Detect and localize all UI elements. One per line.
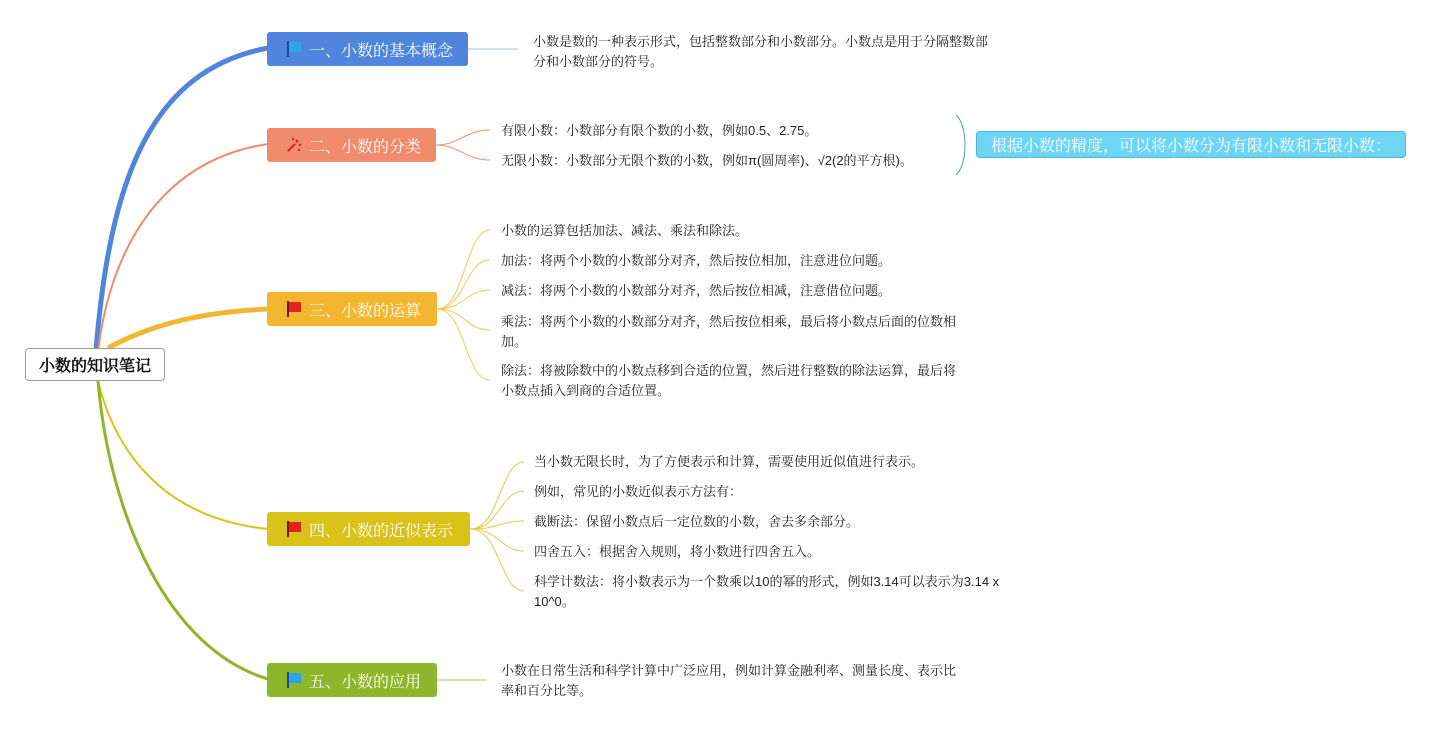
leaf-text: 科学计数法：将小数表示为一个数乘以10的幂的形式，例如3.14可以表示为3.14 x 10^0。 — [534, 574, 1000, 609]
connector-branch-3 — [108, 309, 268, 348]
red-flag-icon — [285, 300, 303, 318]
connector-branch-1 — [96, 48, 268, 350]
connector-leaf-2-1 — [436, 130, 490, 145]
red-flag-icon — [285, 520, 303, 538]
leaf-text: 加法：将两个小数的小数部分对齐，然后按位相加，注意进位问题。 — [501, 253, 892, 268]
connector-leaf-4-1 — [470, 462, 524, 529]
branch-label: 四、小数的近似表示 — [309, 522, 454, 540]
leaf-text: 截断法：保留小数点后一定位数的小数，舍去多余部分。 — [534, 514, 860, 529]
branch-applications[interactable] — [267, 663, 437, 697]
connector-leaf-2-2 — [436, 145, 490, 160]
connector-leaf-3-5 — [437, 309, 490, 380]
blue-flag-icon — [285, 671, 303, 689]
leaf-text: 小数是数的一种表示形式，包括整数部分和小数部分。小数点是用于分隔整数部 分和小数部分的符号。 — [533, 34, 989, 69]
leaf-text: 小数在日常生活和科学计算中广泛应用，例如计算金融利率、测量长度、表示比 率和百分比等。 — [501, 663, 957, 698]
branch-label: 一、小数的基本概念 — [309, 42, 454, 60]
callout-bracket — [956, 115, 965, 175]
branch-basic-concept[interactable] — [267, 32, 468, 66]
branch-approximation[interactable] — [267, 512, 470, 546]
branch-operations[interactable] — [267, 292, 437, 326]
connector-leaf-3-4 — [437, 309, 490, 330]
leaf-text: 除法：将被除数中的小数点移到合适的位置，然后进行整数的除法运算，最后将 小数点插入到商的合适位置。 — [501, 363, 957, 398]
leaf-text: 小数的运算包括加法、减法、乘法和除法。 — [501, 223, 749, 238]
root-label: 小数的知识笔记 — [38, 358, 151, 375]
branch-label: 二、小数的分类 — [309, 138, 422, 156]
connector-leaf-3-2 — [437, 260, 490, 309]
root-node[interactable] — [25, 348, 165, 381]
branch-label: 五、小数的应用 — [309, 673, 422, 691]
blue-flag-icon — [285, 40, 303, 58]
connector-leaf-4-2 — [470, 491, 524, 529]
classification-summary-callout[interactable] — [976, 131, 1406, 158]
connector-leaf-4-4 — [470, 529, 524, 551]
leaf-text: 四舍五入：根据舍入规则，将小数进行四舍五入。 — [534, 544, 821, 559]
sparkle-icon — [285, 136, 303, 154]
connector-leaf-3-1 — [437, 230, 490, 309]
leaf-text: 减法：将两个小数的小数部分对齐，然后按位相减，注意借位问题。 — [501, 283, 892, 298]
leaf-text: 例如，常见的小数近似表示方法有： — [534, 484, 743, 499]
connector-branch-5 — [98, 381, 268, 679]
leaf-text: 无限小数：小数部分无限个数的小数，例如π(圆周率)、√2(2的平方根)。 — [501, 153, 913, 168]
branch-classification[interactable] — [267, 128, 436, 162]
leaf-text: 乘法：将两个小数的小数部分对齐，然后按位相乘，最后将小数点后面的位数相 加。 — [501, 314, 957, 349]
branch-label: 三、小数的运算 — [309, 302, 422, 320]
leaf-text: 当小数无限长时，为了方便表示和计算，需要使用近似值进行表示。 — [534, 454, 925, 469]
leaf-text: 有限小数：小数部分有限个数的小数，例如0.5、2.75。 — [501, 123, 818, 138]
callout-text: 根据小数的精度，可以将小数分为有限小数和无限小数： — [991, 138, 1392, 155]
